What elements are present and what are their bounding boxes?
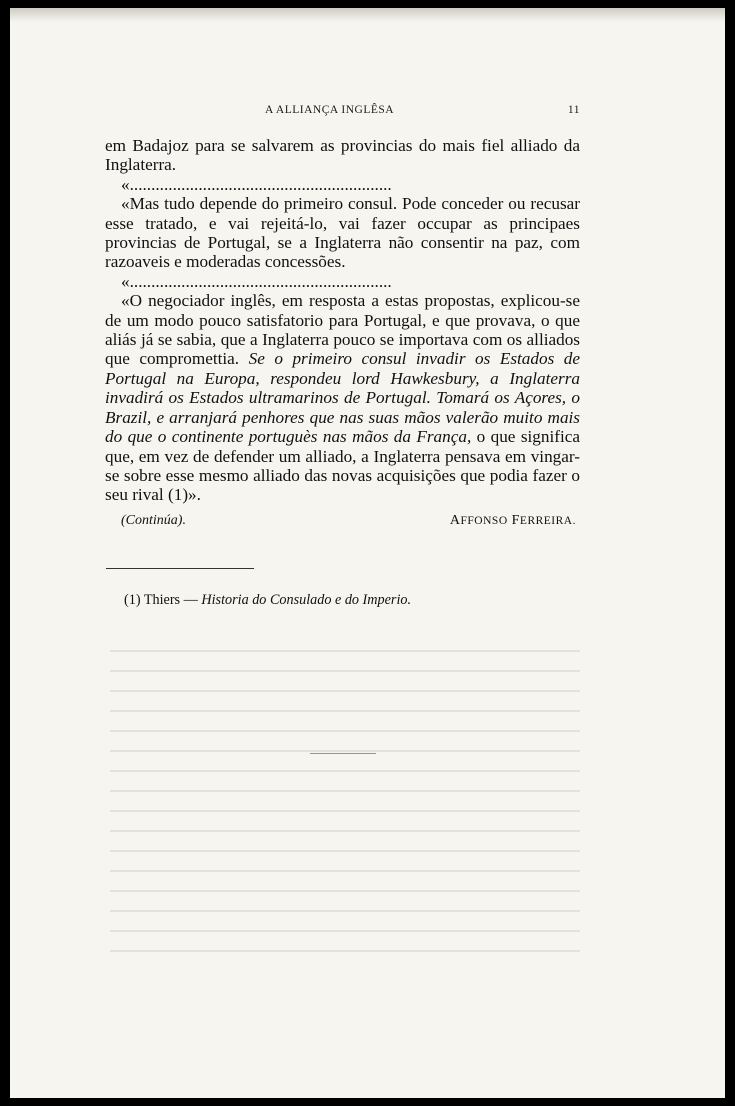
paragraph-2: «Mas tudo depende do primeiro consul. Pode conceder ou recusar esse tratado, e vai rejeitá-lo, vai fazer occupar as principaes provincias de Portugal, se a Inglaterra não consentir na paz, com razoaveis e moderadas concessões.: [105, 194, 580, 272]
running-title: A ALLIANÇA INGLÊSA: [265, 104, 395, 116]
author-name: [450, 511, 576, 531]
paragraph-1: em Badajoz para se salvarem as provincias do mais fiel alliado da Inglaterra.: [105, 136, 580, 175]
paragraph-3-intro: «O negociador inglês, em resposta a estas propostas, explicou-se de um modo pouco satisfatorio para Portugal, e que provava, o que aliás já se sabia, que a Inglaterra pouco se importava com os alliados que compromettia.: [105, 291, 580, 369]
page-number: 11: [567, 104, 580, 116]
author-initial: A: [449, 512, 461, 528]
footnote-divider: [106, 568, 254, 569]
author-surname-initial: F: [511, 512, 520, 528]
book-page: [10, 8, 725, 1098]
ellipsis-line-2: «.............................................................: [121, 271, 392, 291]
paragraph-3: [105, 291, 580, 504]
main-text: [105, 136, 580, 531]
paragraph-3-quote: Se o primeiro consul invadir os Estados de Portugal na Europa, respondeu lord Hawkesbury, a Inglaterra invadirá os Estados ultramarinos de Portugal. Tomará os Açores, o Brazil, e arranjará penhores que nas suas mãos valerão muito mais do que o continente portuguès nas mãos da França,: [105, 349, 581, 447]
show-through-text: [110, 640, 580, 960]
paragraph-3-conclusion: o que significa que, em vez de defender um alliado, a Inglaterra pensava em vingar-se sobre esse mesmo alliado das novas acquisições que podia fazer o seu rival (1)».: [105, 427, 581, 505]
continued-note: (Continúa).: [121, 512, 186, 528]
scan-edge-shade: [10, 8, 725, 22]
ellipsis-line-1: «.............................................................: [121, 174, 392, 194]
author-surname-rest: ERREIRA.: [519, 514, 576, 527]
author-first-name-rest: FFONSO: [460, 514, 508, 527]
signature-line: [105, 509, 580, 531]
footnote: [124, 592, 411, 609]
running-header: [105, 104, 580, 120]
footnote-work-title: Historia do Consulado e do Imperio.: [201, 592, 412, 608]
footnote-marker: (1) Thiers —: [124, 592, 198, 608]
show-through-rule: [310, 753, 376, 754]
